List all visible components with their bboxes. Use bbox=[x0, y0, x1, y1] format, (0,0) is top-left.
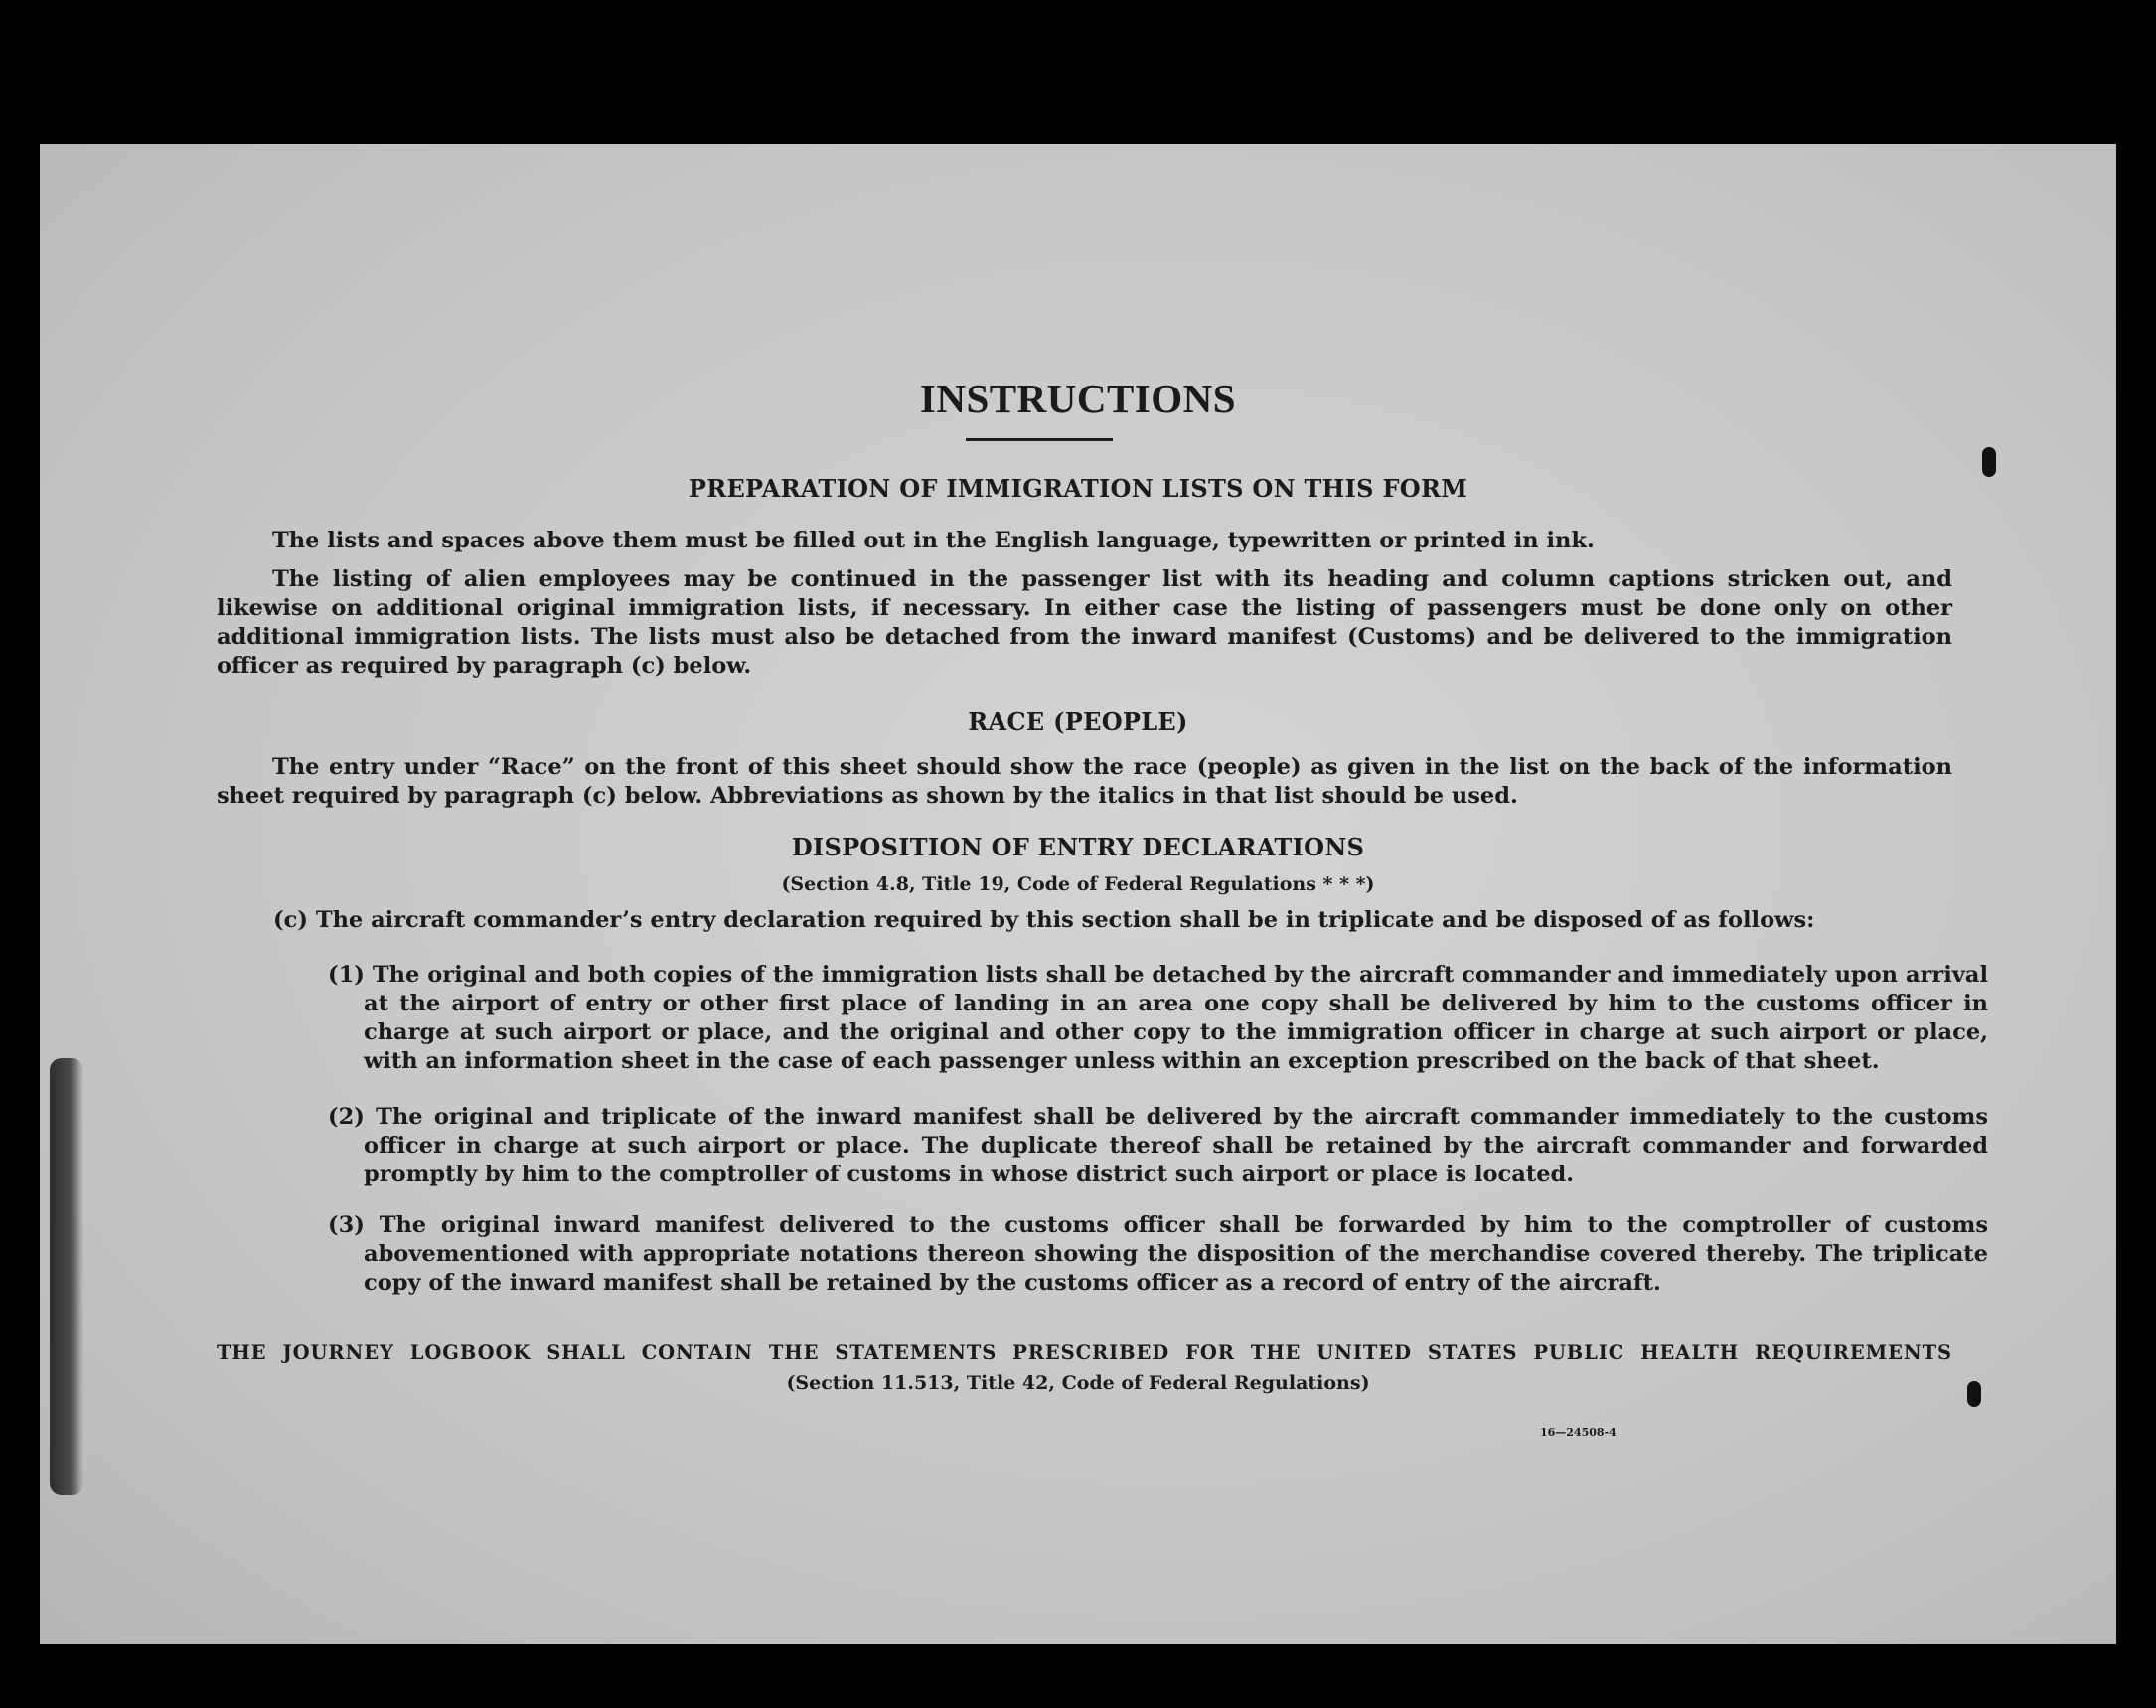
document-page bbox=[40, 144, 2116, 1644]
page-title: INSTRUCTIONS bbox=[919, 376, 1237, 421]
paragraph-preparation-2: The listing of alien employees may be continued in the passenger list with its heading and column captions stricken out, and likewise on additional original immigration lists, if necessary. In either case the listing of passengers must be done only on other additional immigration lists. The lists must also be detached from the inward manifest (Customs) and be delivered to the immigration officer as required by paragraph (c) below. bbox=[217, 566, 1952, 679]
punch-hole-mark bbox=[1982, 447, 1996, 477]
list-item-1: (1) The original and both copies of the immigration lists shall be detached by the aircraft commander and immediately upon arrival at the airport of entry or other first place of landing in an area one copy shall be delivered by him to the customs officer in charge at such airport or place, and the original and other copy to the immigration officer in charge at such airport or place, with an information sheet in the case of each passenger unless within an exception prescribed on the back of that sheet. bbox=[328, 962, 1988, 1074]
paragraph-preparation-1: The lists and spaces above them must be filled out in the English language, typewritten or printed in ink. bbox=[272, 528, 1595, 553]
paragraph-intro-c: (c) The aircraft commander’s entry declaration required by this section shall be in triplicate and be disposed of as follows: bbox=[273, 907, 1815, 933]
edge-stain bbox=[50, 1058, 83, 1495]
paragraph-race: The entry under “Race” on the front of this sheet should show the race (people) as given in the list on the back of the information sheet required by paragraph (c) below. Abbreviations as shown by the italics in that list should be used. bbox=[217, 754, 1952, 809]
journey-logbook-statement: THE JOURNEY LOGBOOK SHALL CONTAIN THE STATEMENTS PRESCRIBED FOR THE UNITED STATES PUBLIC HEALTH REQUIREMENTS bbox=[217, 1341, 1952, 1364]
citation-title-19: (Section 4.8, Title 19, Code of Federal Regulations * * *) bbox=[781, 873, 1375, 895]
title-underline bbox=[966, 438, 1113, 441]
section-heading-preparation: PREPARATION OF IMMIGRATION LISTS ON THIS FORM bbox=[688, 474, 1468, 503]
form-number: 16—24508-4 bbox=[1540, 1426, 1617, 1439]
list-item-3: (3) The original inward manifest delivered to the customs officer shall be forwarded by him to the comptroller of customs abovementioned with appropriate notations thereon showing the disposition of the merchandise covered thereby. The triplicate copy of the inward manifest shall be retained by the customs officer as a record of entry of the aircraft. bbox=[328, 1212, 1988, 1296]
citation-title-42: (Section 11.513, Title 42, Code of Federal Regulations) bbox=[786, 1372, 1370, 1394]
section-heading-race: RACE (PEOPLE) bbox=[968, 707, 1188, 736]
section-heading-disposition: DISPOSITION OF ENTRY DECLARATIONS bbox=[791, 833, 1365, 861]
list-item-2: (2) The original and triplicate of the inward manifest shall be delivered by the aircraft commander immediately to the customs officer in charge at such airport or place. The duplicate thereof shall be retained by the aircraft commander and forwarded promptly by him to the comptroller of customs in whose district such airport or place is located. bbox=[328, 1104, 1988, 1187]
